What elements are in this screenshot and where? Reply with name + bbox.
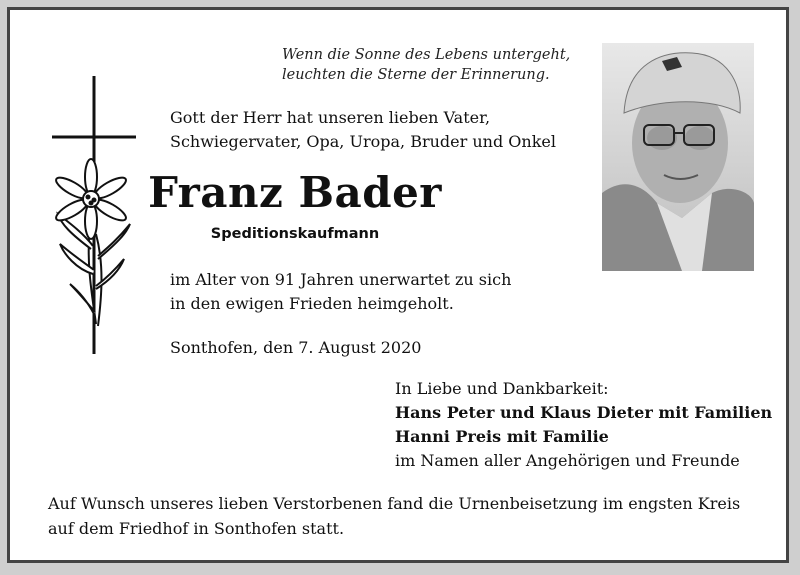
mourners-others: im Namen aller Angehörigen und Freunde [395,451,740,470]
intro-line-1: Gott der Herr hat unseren lieben Vater, [170,108,491,127]
deceased-name: Franz Bader [148,168,442,217]
deceased-occupation: Speditionskaufmann [210,226,380,242]
mourners [395,377,772,473]
place-date: Sonthofen, den 7. August 2020 [170,338,422,357]
passing-line-1: im Alter von 91 Jahren unerwartet zu sich [170,270,512,289]
burial-notice-line-2: auf dem Friedhof in Sonthofen statt. [48,519,345,538]
mourners-intro: In Liebe und Dankbarkeit: [395,379,609,398]
passing-text [170,268,511,316]
quote-line-2: leuchten die Sterne der Erinnerung. [282,67,550,83]
passing-line-2: in den ewigen Frieden heimgeholt. [170,294,454,313]
burial-notice-line-1: Auf Wunsch unseres lieben Verstorbenen fand die Urnenbeisetzung im engsten Kreis [48,494,741,513]
burial-notice [48,491,740,541]
mourners-family-2: Hanni Preis mit Familie [395,427,609,446]
quote [282,45,570,85]
intro-text [170,106,556,154]
portrait-photo [602,43,754,271]
intro-line-2: Schwiegervater, Opa, Uropa, Bruder und Onkel [170,132,556,151]
obituary-card [7,7,789,563]
mourners-family-1: Hans Peter und Klaus Dieter mit Familien [395,403,773,422]
quote-line-1: Wenn die Sonne des Lebens untergeht, [282,47,571,63]
